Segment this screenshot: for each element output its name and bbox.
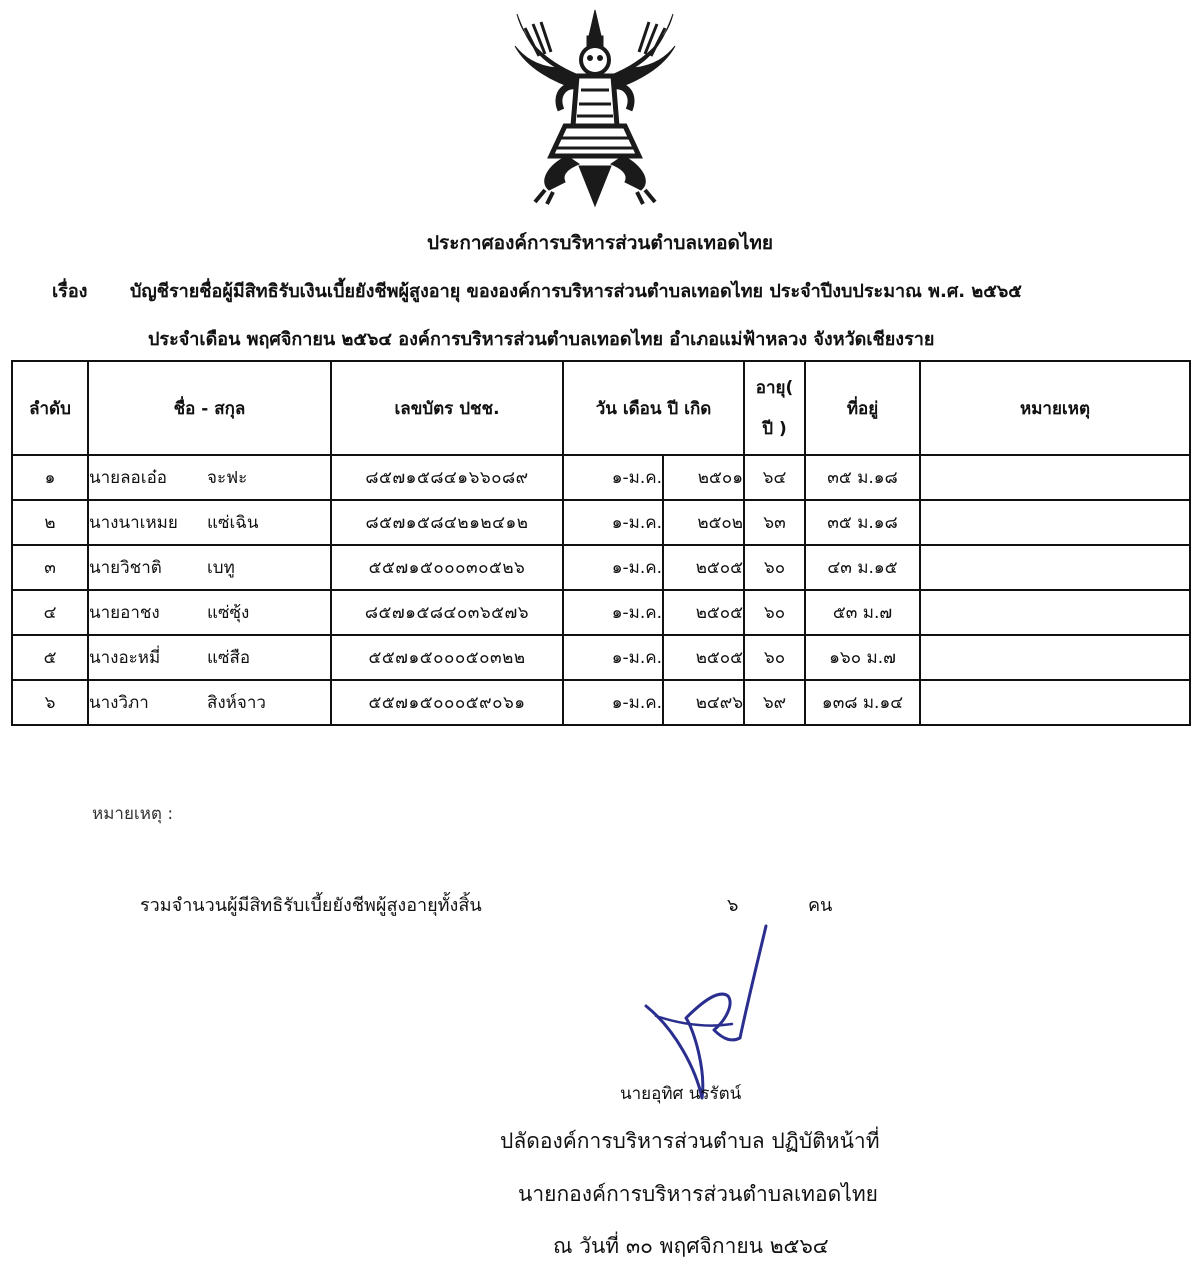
cell-id-card: ๘๕๗๑๕๘๔๐๓๖๕๗๖ bbox=[331, 590, 563, 635]
table-row bbox=[12, 500, 1190, 545]
signer-name: นายอุทิศ นรรัตน์ bbox=[620, 1084, 742, 1104]
cell-name bbox=[88, 500, 331, 545]
cell-first-name: นายอาชง bbox=[89, 603, 160, 623]
subject-line bbox=[52, 276, 1022, 305]
cell-id-card: ๘๕๗๑๕๘๔๒๑๒๔๑๒ bbox=[331, 500, 563, 545]
table-row bbox=[12, 545, 1190, 590]
cell-first-name: นางอะหมี่ bbox=[89, 648, 161, 668]
cell-birth-day: ๑-ม.ค. bbox=[563, 545, 663, 590]
cell-remark bbox=[920, 455, 1190, 500]
header-birth-date: วัน เดือน ปี เกิด bbox=[563, 361, 744, 455]
cell-id-card: ๕๕๗๑๕๐๐๐๕๐๓๒๒ bbox=[331, 635, 563, 680]
cell-birth-year: ๒๔๙๖ bbox=[663, 680, 744, 725]
cell-remark bbox=[920, 500, 1190, 545]
header-age-line2: ปี ) bbox=[762, 419, 787, 439]
header-age bbox=[744, 361, 805, 455]
subject-label: เรื่อง bbox=[52, 281, 88, 302]
cell-no: ๔ bbox=[12, 590, 88, 635]
signer-position-line1: ปลัดองค์การบริหารส่วนตำบล ปฏิบัติหน้าที่ bbox=[500, 1129, 880, 1153]
cell-name bbox=[88, 680, 331, 725]
table-header-row bbox=[12, 361, 1190, 455]
cell-first-name: นางนาเหมย bbox=[89, 513, 178, 533]
cell-last-name: เบทู bbox=[207, 558, 235, 578]
cell-remark bbox=[920, 545, 1190, 590]
cell-remark bbox=[920, 680, 1190, 725]
cell-remark bbox=[920, 635, 1190, 680]
cell-address: ๕๓ ม.๗ bbox=[805, 590, 920, 635]
cell-birth-year: ๒๕๐๕ bbox=[663, 590, 744, 635]
cell-no: ๓ bbox=[12, 545, 88, 590]
header-no: ลำดับ bbox=[12, 361, 88, 455]
cell-no: ๕ bbox=[12, 635, 88, 680]
announcement-title: ประกาศองค์การบริหารส่วนตำบลเทอดไทย bbox=[426, 232, 774, 254]
cell-birth-day: ๑-ม.ค. bbox=[563, 500, 663, 545]
cell-address: ๑๓๘ ม.๑๔ bbox=[805, 680, 920, 725]
cell-age: ๖๐ bbox=[744, 545, 805, 590]
cell-no: ๖ bbox=[12, 680, 88, 725]
header-age-line1: อายุ( bbox=[755, 378, 794, 398]
header-name: ชื่อ - สกุล bbox=[88, 361, 331, 455]
header-remark: หมายเหตุ bbox=[920, 361, 1190, 455]
cell-age: ๖๐ bbox=[744, 590, 805, 635]
cell-no: ๑ bbox=[12, 455, 88, 500]
cell-address: ๓๕ ม.๑๘ bbox=[805, 500, 920, 545]
cell-last-name: แซ่ซุ้ง bbox=[207, 603, 250, 623]
cell-age: ๖๙ bbox=[744, 680, 805, 725]
cell-last-name: จะฟะ bbox=[207, 468, 248, 488]
cell-age: ๖๓ bbox=[744, 500, 805, 545]
garuda-emblem-icon bbox=[505, 6, 685, 210]
header-address: ที่อยู่ bbox=[805, 361, 920, 455]
signer-position-line2: นายกองค์การบริหารส่วนตำบลเทอดไทย bbox=[518, 1182, 878, 1206]
note-label: หมายเหตุ : bbox=[92, 804, 174, 824]
total-unit: คน bbox=[808, 895, 833, 916]
table-row bbox=[12, 680, 1190, 725]
cell-id-card: ๕๕๗๑๕๐๐๐๕๙๐๖๑ bbox=[331, 680, 563, 725]
cell-id-card: ๕๕๗๑๕๐๐๐๓๐๕๒๖ bbox=[331, 545, 563, 590]
cell-name bbox=[88, 635, 331, 680]
header-id-card: เลขบัตร ปชช. bbox=[331, 361, 563, 455]
cell-last-name: แซ่สือ bbox=[207, 648, 251, 668]
total-label: รวมจำนวนผู้มีสิทธิรับเบี้ยยังชีพผู้สูงอายุทั้งสิ้น bbox=[140, 895, 482, 916]
month-line: ประจำเดือน พฤศจิกายน ๒๕๖๔ องค์การบริหารส่วนตำบลเทอดไทย อำเภอแม่ฟ้าหลวง จังหวัดเชียงราย bbox=[148, 329, 935, 350]
table-row bbox=[12, 455, 1190, 500]
table-row bbox=[12, 590, 1190, 635]
cell-birth-day: ๑-ม.ค. bbox=[563, 680, 663, 725]
cell-address: ๓๕ ม.๑๘ bbox=[805, 455, 920, 500]
sign-date: ณ วันที่ ๓๐ พฤศจิกายน ๒๕๖๔ bbox=[553, 1234, 829, 1258]
cell-birth-day: ๑-ม.ค. bbox=[563, 635, 663, 680]
table-row bbox=[12, 635, 1190, 680]
cell-birth-year: ๒๕๐๕ bbox=[663, 545, 744, 590]
cell-last-name: แซ่เฉิน bbox=[207, 513, 259, 533]
subject-text: บัญชีรายชื่อผู้มีสิทธิรับเงินเบี้ยยังชีพผู้สูงอายุ ขององค์การบริหารส่วนตำบลเทอดไทย ประจำปีงบประมาณ พ.ศ. ๒๕๖๕ bbox=[130, 281, 1022, 302]
cell-name bbox=[88, 545, 331, 590]
cell-address: ๔๓ ม.๑๕ bbox=[805, 545, 920, 590]
cell-first-name: นายลอเอ๋อ bbox=[89, 468, 167, 488]
cell-birth-year: ๒๕๐๕ bbox=[663, 635, 744, 680]
cell-age: ๖๐ bbox=[744, 635, 805, 680]
beneficiary-table bbox=[11, 360, 1191, 726]
cell-address: ๑๖๐ ม.๗ bbox=[805, 635, 920, 680]
cell-first-name: นายวิชาติ bbox=[89, 558, 162, 578]
cell-name bbox=[88, 455, 331, 500]
cell-age: ๖๔ bbox=[744, 455, 805, 500]
cell-birth-day: ๑-ม.ค. bbox=[563, 590, 663, 635]
cell-birth-year: ๒๕๐๒ bbox=[663, 500, 744, 545]
cell-last-name: สิงห์จาว bbox=[207, 693, 266, 713]
cell-birth-day: ๑-ม.ค. bbox=[563, 455, 663, 500]
cell-name bbox=[88, 590, 331, 635]
cell-id-card: ๘๕๗๑๕๘๔๑๖๖๐๘๙ bbox=[331, 455, 563, 500]
cell-no: ๒ bbox=[12, 500, 88, 545]
total-count: ๖ bbox=[727, 895, 739, 916]
cell-remark bbox=[920, 590, 1190, 635]
cell-first-name: นางวิภา bbox=[89, 693, 149, 713]
cell-birth-year: ๒๕๐๑ bbox=[663, 455, 744, 500]
